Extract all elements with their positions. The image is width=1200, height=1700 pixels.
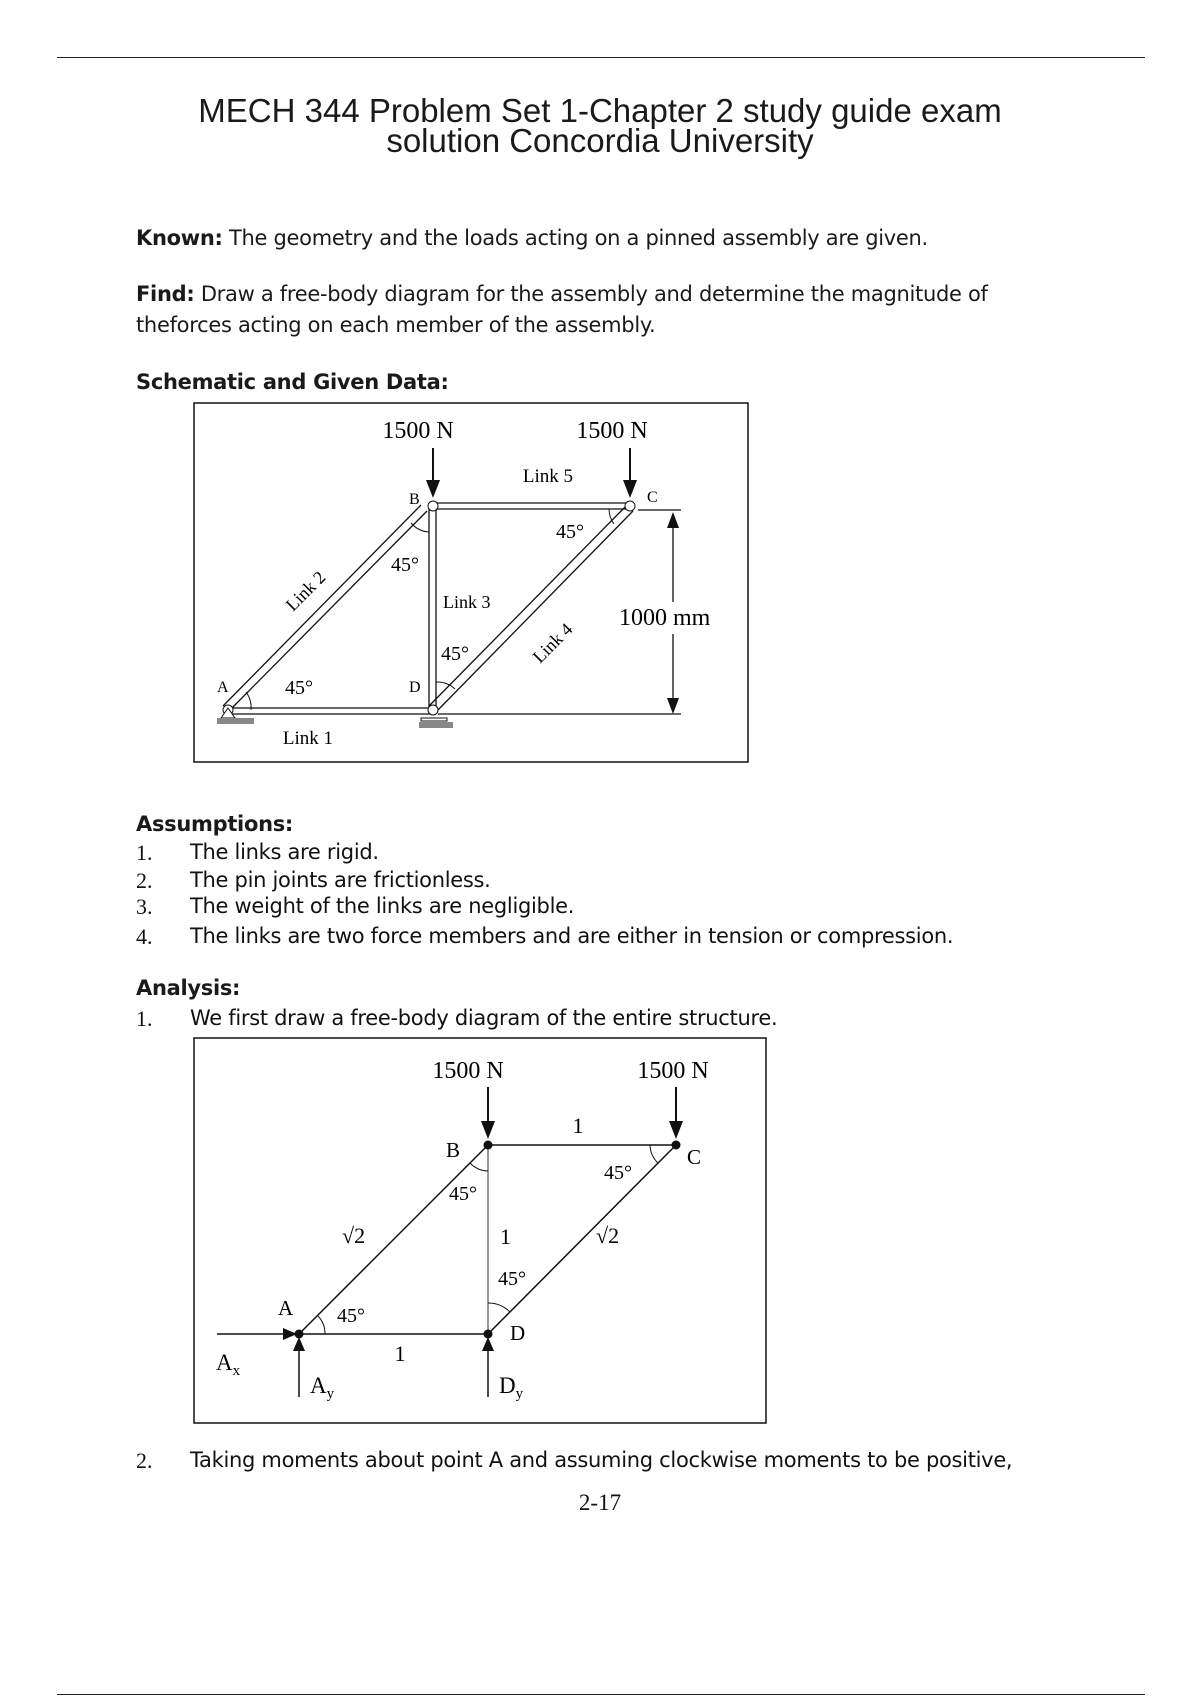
fbd-ax-label: $A_x$ — [216, 1350, 241, 1379]
fbd-angle-c: 45° — [604, 1162, 632, 1184]
free-body-figure — [193, 1037, 767, 1424]
fbd-angle-b: 45° — [449, 1183, 477, 1205]
assumption-1-num: 1. — [136, 840, 153, 865]
fbd-len-ab: √2 — [342, 1223, 366, 1248]
fbd-dy-label: $D_y$ — [499, 1373, 524, 1402]
find-line — [136, 282, 988, 306]
link3-label: Link 3 — [443, 592, 491, 612]
link1-label: Link 1 — [282, 728, 334, 749]
find-line-2: theforces acting on each member of the assembly. — [136, 313, 656, 337]
point-a-label: A — [217, 679, 229, 696]
fbd-point-c: C — [687, 1145, 702, 1169]
fbd-ay-label: $A_y$ — [310, 1373, 335, 1402]
fbd-len-ad: 1 — [394, 1341, 406, 1366]
fbd-point-a: A — [278, 1296, 294, 1320]
analysis-step-1-text: We first draw a free-body diagram of the entire structure. — [190, 1006, 778, 1030]
fbd-angle-d: 45° — [498, 1268, 526, 1290]
assumption-4-num: 4. — [136, 924, 153, 949]
link2-label: Link 2 — [281, 567, 330, 615]
angle-c-label: 45° — [556, 521, 584, 543]
assumption-2-num: 2. — [136, 868, 153, 893]
assumption-2-text: The pin joints are frictionless. — [190, 868, 491, 892]
known-line — [136, 226, 928, 250]
fbd-frame — [194, 1038, 766, 1423]
fbd-len-bc: 1 — [572, 1113, 584, 1138]
fbd-angle-a: 45° — [337, 1305, 365, 1327]
free-body-svg — [193, 1037, 767, 1424]
pin-b — [428, 501, 438, 511]
pin-c — [625, 501, 635, 511]
top-rule — [57, 57, 1145, 58]
fbd-point-b: B — [446, 1138, 461, 1162]
fbd-joint-c — [672, 1141, 681, 1150]
fbd-len-dc: √2 — [596, 1223, 620, 1248]
ground-d — [419, 722, 453, 728]
schematic-figure — [193, 402, 749, 763]
schematic-svg — [193, 402, 749, 763]
find-label: Find: — [136, 282, 195, 306]
load-b-label: 1500 N — [382, 418, 454, 444]
point-b-label: B — [409, 491, 420, 508]
page-title — [100, 92, 1100, 159]
pin-d — [428, 705, 438, 715]
known-text: The geometry and the loads acting on a pinned assembly are given. — [222, 226, 928, 250]
analysis-step-2-text: Taking moments about point A and assuming clockwise moments to be positive, — [190, 1448, 1013, 1472]
fbd-point-d: D — [510, 1321, 526, 1345]
assumptions-heading: Assumptions: — [136, 812, 294, 836]
load-c-label: 1500 N — [576, 418, 648, 444]
assumption-4-text: The links are two force members and are either in tension or compression. — [190, 924, 954, 948]
assumption-3-text: The weight of the links are negligible. — [190, 894, 575, 918]
analysis-step-1-num: 1. — [136, 1006, 153, 1031]
point-d-label: D — [409, 679, 421, 696]
assumption-1-text: The links are rigid. — [190, 840, 379, 864]
dimension-label: 1000 mm — [619, 605, 711, 631]
title-line-1: MECH 344 Problem Set 1-Chapter 2 study guide exam — [198, 92, 1002, 129]
analysis-heading: Analysis: — [136, 976, 241, 1000]
fbd-len-bd: 1 — [500, 1224, 511, 1249]
fbd-load-c-label: 1500 N — [637, 1058, 709, 1084]
known-label: Known: — [136, 226, 223, 250]
page-number: 2-17 — [578, 1490, 622, 1515]
schematic-heading: Schematic and Given Data: — [136, 370, 449, 394]
find-text: Draw a free-body diagram for the assembly and determine the magnitude of — [194, 282, 988, 306]
angle-a-label: 45° — [285, 677, 313, 699]
angle-b-label: 45° — [391, 554, 419, 576]
analysis-step-2-num: 2. — [136, 1448, 153, 1473]
bottom-rule — [57, 1694, 1145, 1695]
roller-d — [421, 718, 447, 721]
point-c-label: C — [647, 489, 658, 506]
link5-label: Link 5 — [522, 466, 574, 487]
fbd-joint-b — [484, 1141, 493, 1150]
assumption-3-num: 3. — [136, 894, 153, 919]
fbd-load-b-label: 1500 N — [432, 1058, 504, 1084]
title-line-2: solution Concordia University — [386, 122, 814, 159]
link4-label: Link 4 — [528, 619, 577, 667]
angle-d-label: 45° — [441, 643, 469, 665]
ground-a — [217, 718, 254, 724]
